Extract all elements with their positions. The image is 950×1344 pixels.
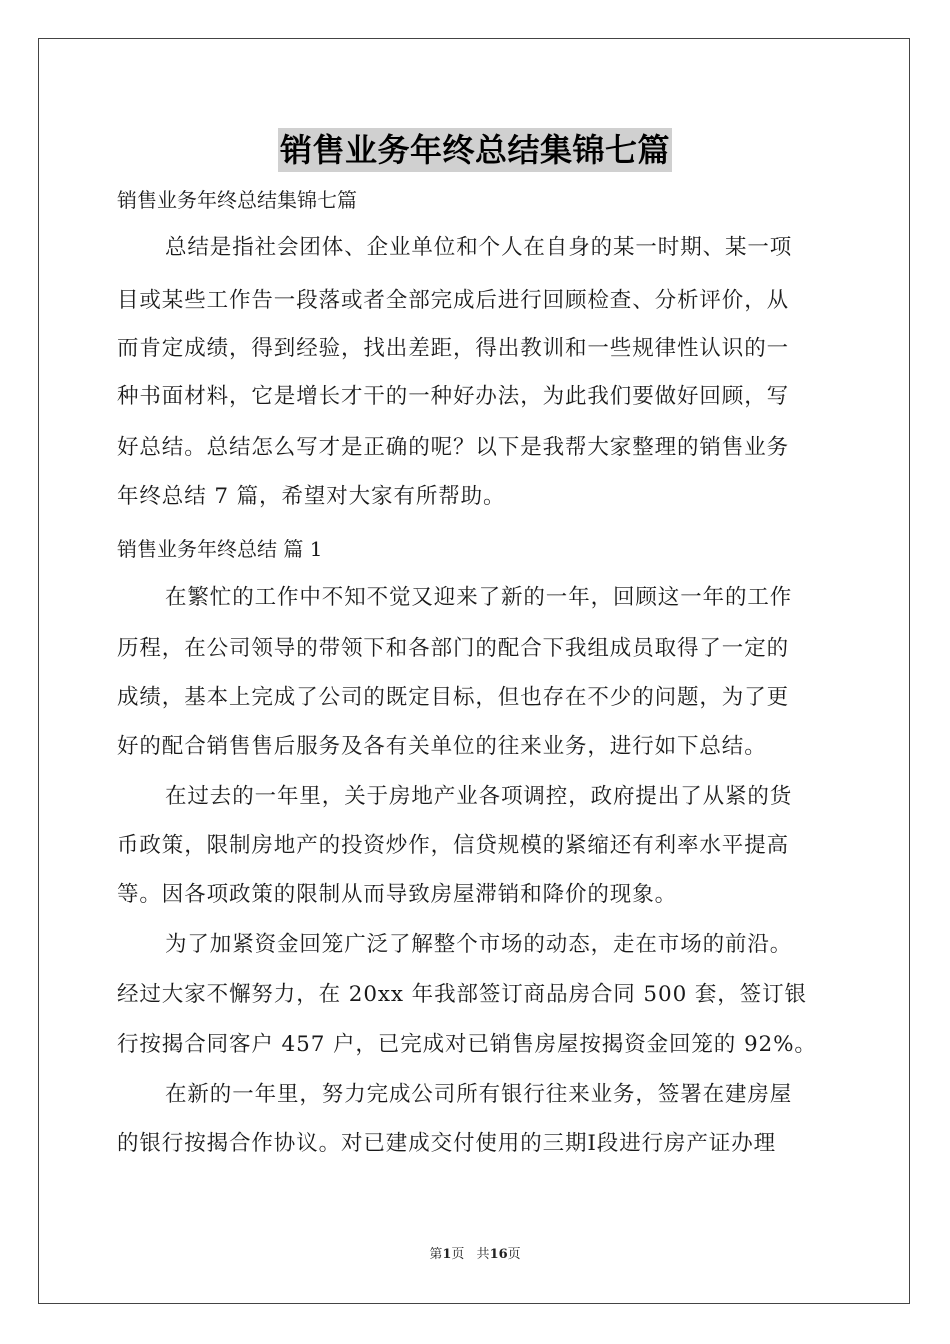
paragraph-line: 成绩，基本上完成了公司的既定目标，但也存在不少的问题，为了更 (117, 685, 790, 710)
intro-line: 种书面材料，它是增长才干的一种好办法，为此我们要做好回顾，写 (117, 384, 790, 409)
intro-line: 总结是指社会团体、企业单位和个人在自身的某一时期、某一项 (165, 235, 793, 260)
section-heading: 销售业务年终总结 篇 1 (117, 537, 323, 561)
current-page-number: 1 (442, 1247, 452, 1262)
paragraph-line: 币政策，限制房地产的投资炒作，信贷规模的紧缩还有利率水平提高 (117, 833, 790, 858)
paragraph-line: 在繁忙的工作中不知不觉又迎来了新的一年，回顾这一年的工作 (165, 585, 793, 610)
document-subtitle: 销售业务年终总结集锦七篇 (117, 188, 357, 212)
page-border (38, 38, 910, 1304)
document-title (0, 128, 950, 172)
total-pages: 共16页 (476, 1247, 521, 1262)
intro-line: 好总结。总结怎么写才是正确的呢？以下是我帮大家整理的销售业务 (117, 435, 790, 460)
paragraph-line: 行按揭合同客户 457 户，已完成对已销售房屋按揭资金回笼的 92%。 (117, 1032, 817, 1057)
page-indicator: 第1页 (429, 1247, 465, 1262)
paragraph-line: 为了加紧资金回笼广泛了解整个市场的动态，走在市场的前沿。 (165, 932, 793, 957)
paragraph-line: 经过大家不懈努力，在 20xx 年我部签订商品房合同 500 套，签订银 (117, 982, 807, 1007)
intro-line: 年终总结 7 篇，希望对大家有所帮助。 (117, 484, 506, 509)
paragraph-line: 好的配合销售售后服务及各有关单位的往来业务，进行如下总结。 (117, 734, 767, 759)
paragraph-line: 历程，在公司领导的带领下和各部门的配合下我组成员取得了一定的 (117, 636, 790, 661)
document-title-text: 销售业务年终总结集锦七篇 (278, 128, 672, 172)
paragraph-line: 的银行按揭合作协议。对已建成交付使用的三期Ⅰ段进行房产证办理 (117, 1131, 776, 1156)
page-footer (0, 1246, 950, 1264)
paragraph-line: 在新的一年里，努力完成公司所有银行往来业务，签署在建房屋 (165, 1082, 793, 1107)
intro-line: 而肯定成绩，得到经验，找出差距，得出教训和一些规律性认识的一 (117, 336, 790, 361)
paragraph-line: 等。因各项政策的限制从而导致房屋滞销和降价的现象。 (117, 882, 678, 907)
intro-line: 目或某些工作告一段落或者全部完成后进行回顾检查、分析评价，从 (117, 288, 790, 313)
total-page-number: 16 (489, 1247, 508, 1262)
paragraph-line: 在过去的一年里，关于房地产业各项调控，政府提出了从紧的货 (165, 784, 793, 809)
